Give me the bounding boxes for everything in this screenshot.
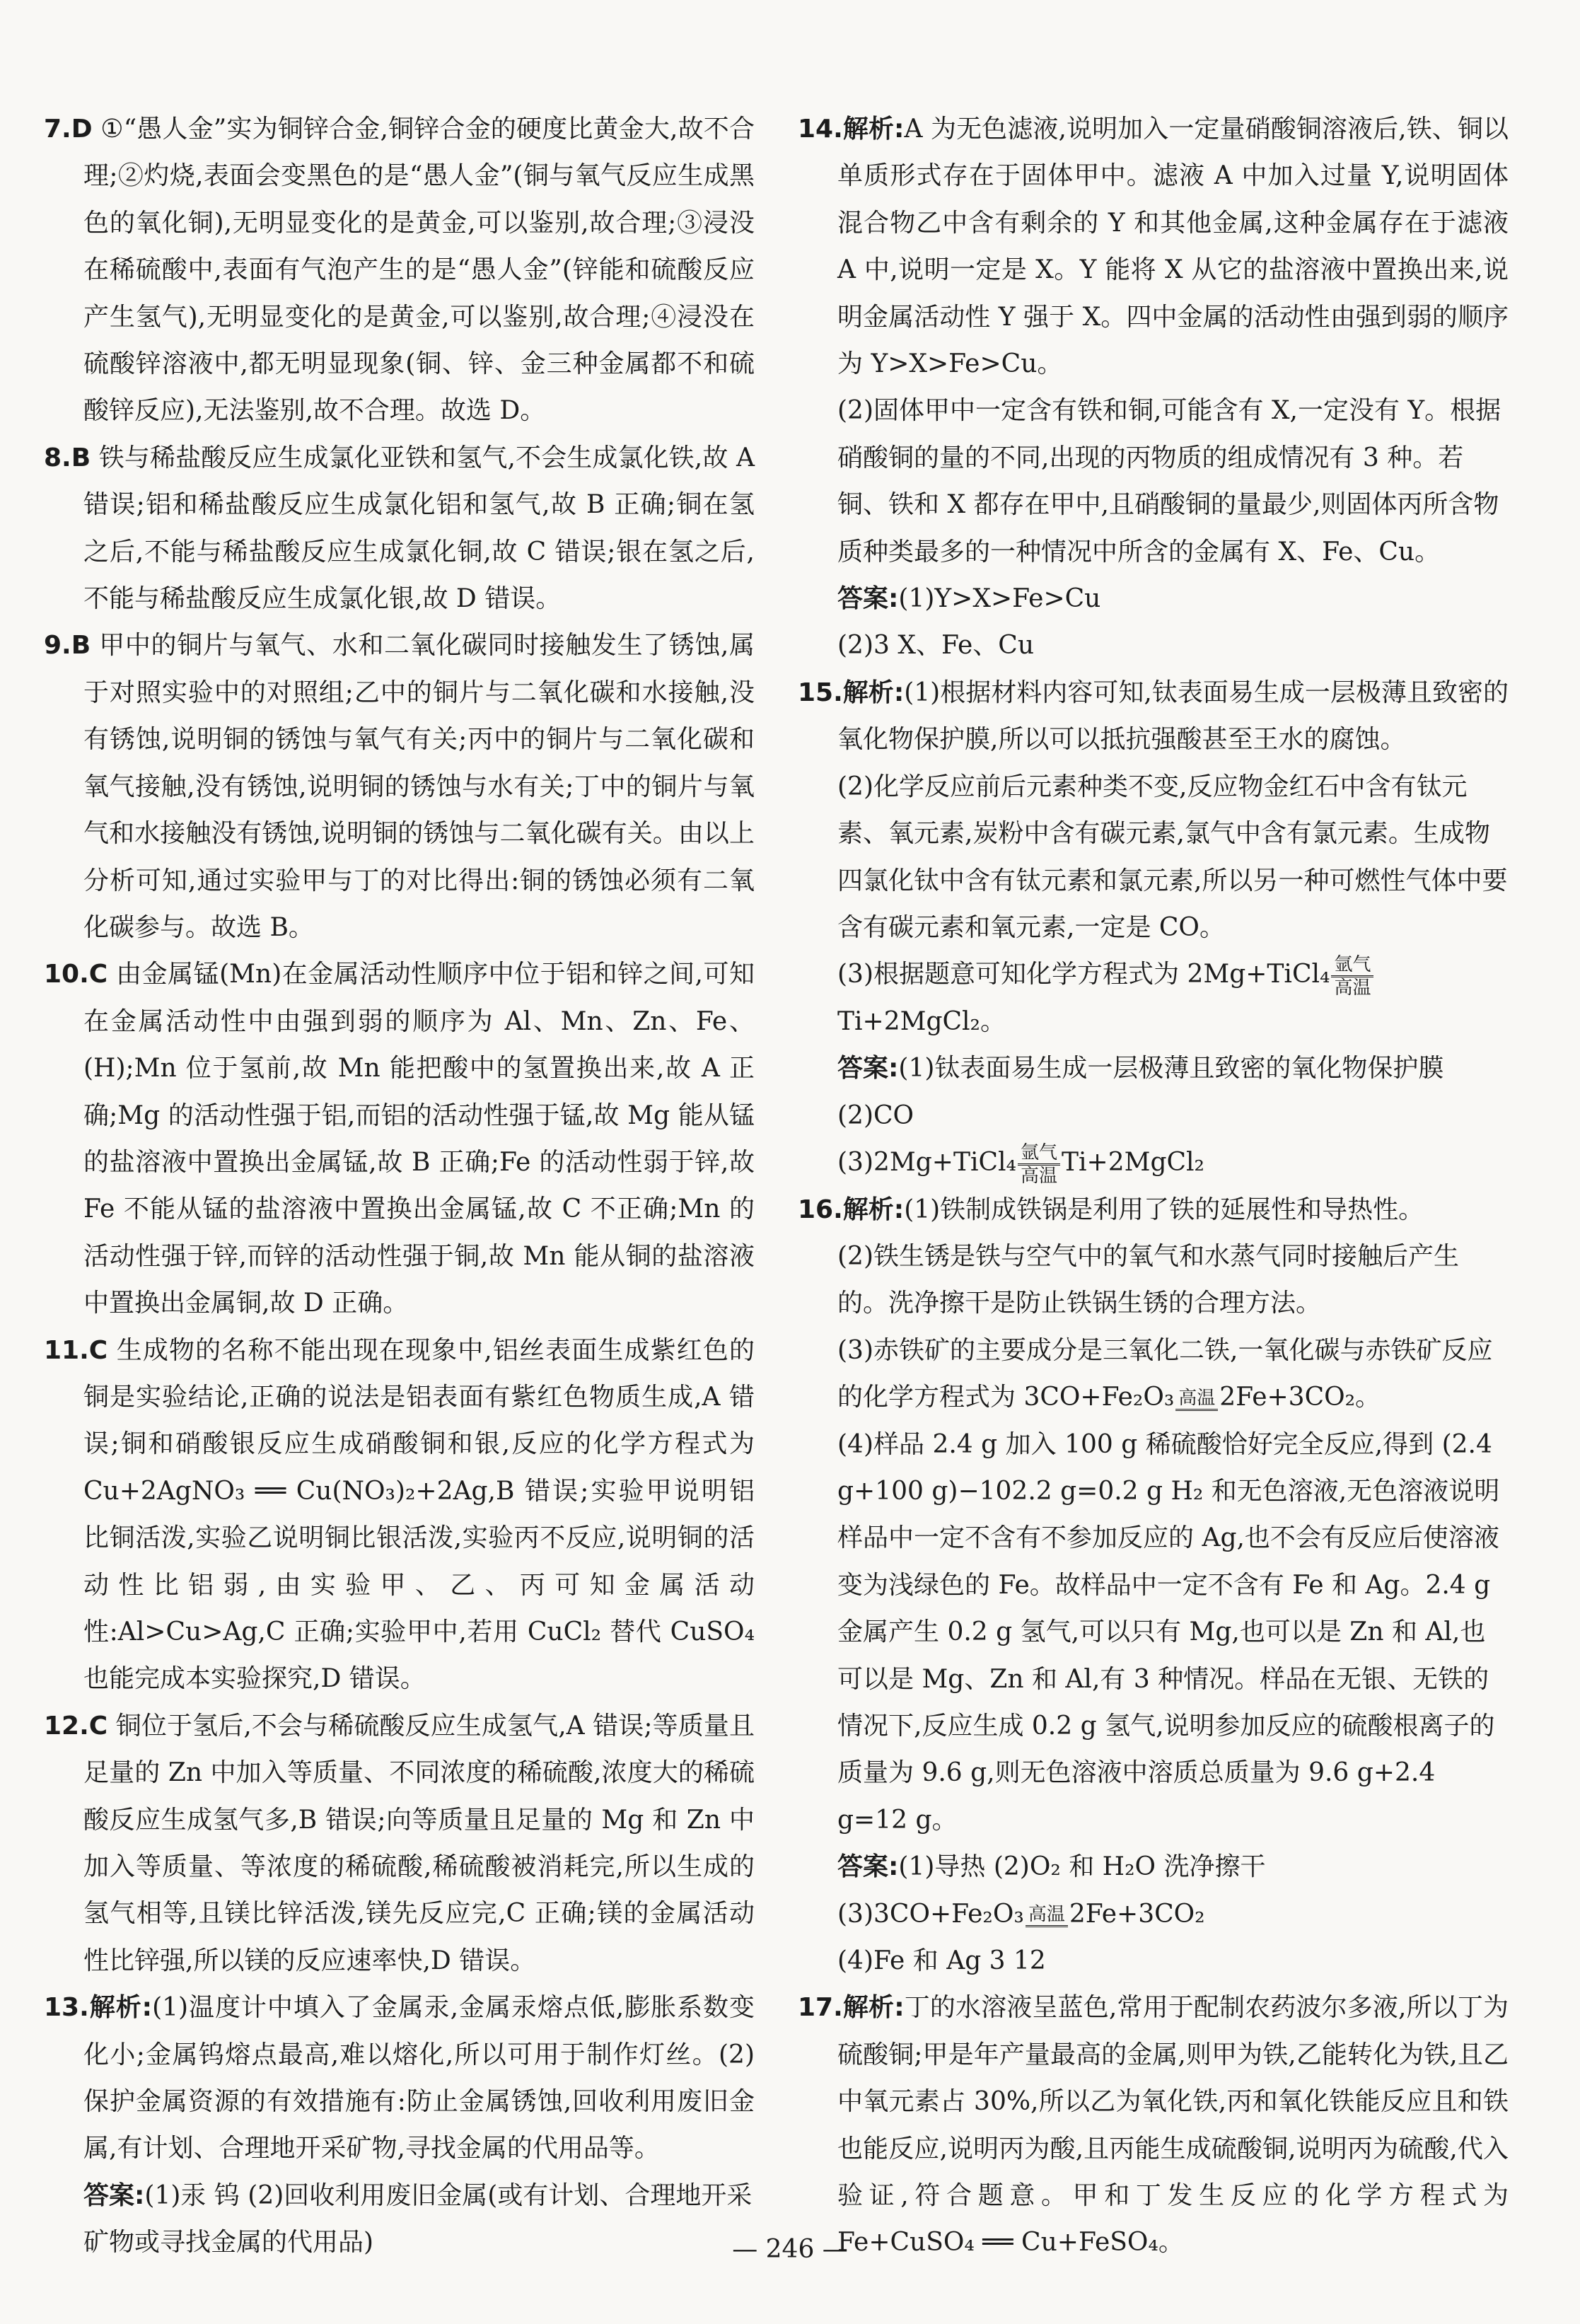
explanation-text: 丁的水溶液呈蓝色,常用于配制农药波尔多液,所以丁为硫酸铜;甲是年产量最高的金属,则甲为铁,乙能转化为铁,且乙中氧元素占 30%,所以乙为氧化铁,丙和氧化铁能反应且和铁也能反应,说明丙为酸,且丙能生成硫酸铜,说明丙为硫酸,代入验证,符合题意。甲和丁发生反应的化学方程式为 Fe+CuSO₄ ══ Cu+FeSO₄。 <box>837 1993 1509 2258</box>
question-number: 8. <box>44 443 71 472</box>
reaction-condition <box>1026 1904 1068 1927</box>
reaction-condition <box>1175 1388 1218 1411</box>
answer-q16 <box>798 1187 1509 1233</box>
equation-left: (3)2Mg+TiCl₄ <box>837 1148 1016 1178</box>
answer-label: 答案: <box>837 1054 899 1083</box>
left-column <box>44 106 755 2267</box>
q15-part2: (2)化学反应前后元素种类不变,反应物金红石中含有钛元素、氧元素,炭粉中含有碳元素,氯气中含有氯元素。生成物四氯化钛中含有钛元素和氯元素,所以另一种可燃性气体中要含有碳元素和氧元素,一定是 CO。 <box>837 772 1508 942</box>
question-number: 14. <box>798 115 843 144</box>
condition-top: 高温 <box>1026 1904 1068 1927</box>
q16-answer-4: (4)Fe 和 Ag 3 12 <box>837 1946 1046 1976</box>
q16-answer <box>798 1844 1509 1890</box>
answer-choice: B <box>71 631 91 661</box>
answer-choice: C <box>88 1335 108 1365</box>
explanation-text: (1)铁制成铁锅是利用了铁的延展性和导热性。 <box>904 1195 1424 1224</box>
condition-bottom: 高温 <box>1020 1165 1057 1187</box>
question-number: 12. <box>44 1711 89 1741</box>
answer-choice: B <box>71 443 91 472</box>
explanation-text: 生成物的名称不能出现在现象中,铝丝表面生成紫红色的铜是实验结论,正确的说法是铝表面有紫红色物质生成,A 错误;铜和硝酸银反应生成硝酸铜和银,反应的化学方程式为 Cu+2AgNO₃ ══ Cu(NO₃)₂+2Ag,B 错误;实验甲说明铝比铜活泼,实验乙说明铜比银活泼,实验丙不反应,说明铜的活动性比铝弱,由实验甲、乙、丙可知金属活动性:Al>Cu>Ag,C 正确;实验甲中,若用 CuCl₂ 替代 CuSO₄ 也能完成本实验探究,D 错误。 <box>83 1335 755 1694</box>
answer-text: (1)导热 (2)O₂ 和 H₂O 洗净擦干 <box>898 1852 1266 1882</box>
answer-choice: D <box>71 115 93 144</box>
answer-text: (1)钛表面易生成一层极薄且致密的氧化物保护膜 <box>898 1054 1444 1083</box>
answer-text: (1)Y>X>Fe>Cu <box>898 584 1101 614</box>
analysis-label: 解析: <box>842 1195 905 1224</box>
equation-right: Ti+2MgCl₂。 <box>837 1006 1006 1036</box>
answer-q11 <box>44 1327 755 1703</box>
answer-q14 <box>798 106 1509 388</box>
equation-left: (3)赤铁矿的主要成分是三氧化二铁,一氧化碳与赤铁矿反应的化学方程式为 3CO+Fe₂O₃ <box>837 1335 1493 1412</box>
explanation-text: 铁与稀盐酸反应生成氯化亚铁和氢气,不会生成氯化铁,故 A 错误;铝和稀盐酸反应生成氯化铝和氢气,故 B 正确;铜在氢之后,不能与稀盐酸反应生成氯化铜,故 C 错误;银在氢之后,不能与稀盐酸反应生成氯化银,故 D 错误。 <box>83 443 755 614</box>
answer-q12 <box>44 1703 755 1985</box>
answer-choice: C <box>88 960 108 989</box>
q16-part3 <box>798 1327 1509 1422</box>
explanation-text: (1)温度计中填入了金属汞,金属汞熔点低,膨胀系数变化小;金属钨熔点最高,难以熔化,所以可用于制作灯丝。(2)保护金属资源的有效措施有:防止金属锈蚀,回收利用废旧金属,有计划、合理地开采矿物,寻找金属的代用品等。 <box>83 1993 755 2163</box>
q15-answer-3 <box>798 1139 1509 1187</box>
q15-answer <box>798 1045 1509 1092</box>
explanation-text: 由金属锰(Mn)在金属活动性顺序中位于铝和锌之间,可知在金属活动性中由强到弱的顺序为 Al、Mn、Zn、Fe、(H);Mn 位于氢前,故 Mn 能把酸中的氢置换出来,故 A 正确;Mg 的活动性强于铝,而铝的活动性强于锰,故 Mg 能从锰的盐溶液中置换出金属锰,故 B 正确;Fe 的活动性弱于锌,故 Fe 不能从锰的盐溶液中置换出金属锰,故 C 不正确;Mn 的活动性强于锌,而锌的活动性强于铜,故 Mn 能从铜的盐溶液中置换出金属铜,故 D 正确。 <box>83 960 755 1318</box>
q14-answer <box>798 576 1509 622</box>
reaction-condition <box>1018 1142 1060 1187</box>
analysis-label: 解析: <box>842 678 905 707</box>
answer-q17 <box>798 1985 1509 2266</box>
answer-q9 <box>44 622 755 951</box>
condition-top: 高温 <box>1175 1388 1218 1411</box>
question-number: 7. <box>44 115 71 144</box>
condition-bottom: 高温 <box>1334 977 1371 999</box>
right-column <box>798 106 1509 2267</box>
reaction-condition <box>1331 954 1373 999</box>
answer-q10 <box>44 951 755 1327</box>
equation-right: 2Fe+3CO₂。 <box>1219 1383 1381 1412</box>
q15-part3 <box>798 951 1509 1045</box>
explanation-text: 甲中的铜片与氧气、水和二氧化碳同时接触发生了锈蚀,属于对照实验中的对照组;乙中的铜片与二氧化碳和水接触,没有锈蚀,说明铜的锈蚀与氧气有关;丙中的铜片与二氧化碳和氧气接触,没有锈蚀,说明铜的锈蚀与水有关;丁中的铜片与氧气和水接触没有锈蚀,说明铜的锈蚀与二氧化碳有关。由以上分析可知,通过实验甲与丁的对比得出:铜的锈蚀必须有二氧化碳参与。故选 B。 <box>83 631 755 942</box>
answer-label: 答案: <box>837 584 899 614</box>
page-number: — 246 — <box>732 2235 848 2264</box>
explanation-text: A 为无色滤液,说明加入一定量硝酸铜溶液后,铁、铜以单质形式存在于固体甲中。滤液 A 中加入过量 Y,说明固体混合物乙中含有剩余的 Y 和其他金属,这种金属存在于滤液 A 中,说明一定是 X。Y 能将 X 从它的盐溶液中置换出来,说明金属活动性 Y 强于 X。四中金属的活动性由强到弱的顺序为 Y>X>Fe>Cu。 <box>837 115 1509 379</box>
answer-text: (1)汞 钨 (2)回收利用废旧金属(或有计划、合理地开采矿物或寻找金属的代用品) <box>83 2180 753 2258</box>
equation-right: Ti+2MgCl₂ <box>1062 1148 1204 1178</box>
question-number: 16. <box>798 1195 843 1224</box>
q14-answer-2: (2)3 X、Fe、Cu <box>837 631 1035 661</box>
question-number: 13. <box>44 1993 89 2023</box>
analysis-label: 解析: <box>842 1993 905 2023</box>
answer-choice: C <box>88 1711 108 1741</box>
equation-left: (3)根据题意可知化学方程式为 2Mg+TiCl₄ <box>837 960 1330 989</box>
q14-part2: (2)固体甲中一定含有铁和铜,可能含有 X,一定没有 Y。根据硝酸铜的量的不同,出现的丙物质的组成情况有 3 种。若铜、铁和 X 都存在甲中,且硝酸铜的量最少,则固体丙所含物质种类最多的一种情况中所含的金属有 X、Fe、Cu。 <box>837 396 1501 567</box>
condition-top: 氩气 <box>1331 954 1373 977</box>
equation-left: (3)3CO+Fe₂O₃ <box>837 1899 1024 1929</box>
answer-q13 <box>44 1985 755 2173</box>
analysis-label: 解析: <box>842 115 905 144</box>
explanation-text: ①“愚人金”实为铜锌合金,铜锌合金的硬度比黄金大,故不合理;②灼烧,表面会变黑色的是“愚人金”(铜与氧气反应生成黑色的氧化铜),无明显变化的是黄金,可以鉴别,故合理;③浸没在稀硫酸中,表面有气泡产生的是“愚人金”(锌能和硫酸反应产生氢气),无明显变化的是黄金,可以鉴别,故合理;④浸没在硫酸锌溶液中,都无明显现象(铜、锌、金三种金属都不和硫酸锌反应),无法鉴别,故不合理。故选 D。 <box>83 115 755 426</box>
equation-right: 2Fe+3CO₂ <box>1069 1899 1205 1929</box>
answer-q8 <box>44 435 755 623</box>
question-number: 17. <box>798 1993 843 2023</box>
q16-answer-3 <box>798 1891 1509 1938</box>
answer-q7 <box>44 106 755 435</box>
q15-answer-2: (2)CO <box>837 1100 914 1130</box>
explanation-text: 铜位于氢后,不会与稀硫酸反应生成氢气,A 错误;等质量且足量的 Zn 中加入等质量、不同浓度的稀硫酸,浓度大的稀硫酸反应生成氢气多,B 错误;向等质量且足量的 Mg 和 Zn 中加入等质量、等浓度的稀硫酸,稀硫酸被消耗完,所以生成的氢气相等,且镁比锌活泼,镁先反应完,C 正确;镁的金属活动性比锌强,所以镁的反应速率快,D 错误。 <box>83 1711 755 1975</box>
q16-part2: (2)铁生锈是铁与空气中的氧气和水蒸气同时接触后产生的。洗净擦干是防止铁锅生锈的合理方法。 <box>837 1241 1459 1318</box>
question-number: 9. <box>44 631 71 661</box>
analysis-label: 解析: <box>88 1993 153 2023</box>
answer-label: 答案: <box>83 2180 145 2210</box>
answer-label: 答案: <box>837 1852 899 1882</box>
question-number: 11. <box>44 1335 89 1365</box>
question-number: 10. <box>44 960 89 989</box>
q16-part4: (4)样品 2.4 g 加入 100 g 稀硫酸恰好完全反应,得到 (2.4 g+100 g)−102.2 g=0.2 g H₂ 和无色溶液,无色溶液说明样品中一定不含有不参加反应的 Ag,也不会有反应后使溶液变为浅绿色的 Fe。故样品中一定不含有 Fe 和 Ag。2.4 g 金属产生 0.2 g 氢气,可以只有 Mg,也可以是 Zn 和 Al,也可以是 Mg、Zn 和 Al,有 3 种情况。样品在无银、无铁的情况下,反应生成 0.2 g 氢气,说明参加反应的硫酸根离子的质量为 9.6 g,则无色溶液中溶质总质量为 9.6 g+2.4 g=12 g。 <box>837 1429 1500 1835</box>
answer-q15 <box>798 670 1509 764</box>
condition-top: 氩气 <box>1018 1142 1060 1166</box>
explanation-text: (1)根据材料内容可知,钛表面易生成一层极薄且致密的氧化物保护膜,所以可以抵抗强酸甚至王水的腐蚀。 <box>837 678 1509 755</box>
question-number: 15. <box>798 678 843 707</box>
